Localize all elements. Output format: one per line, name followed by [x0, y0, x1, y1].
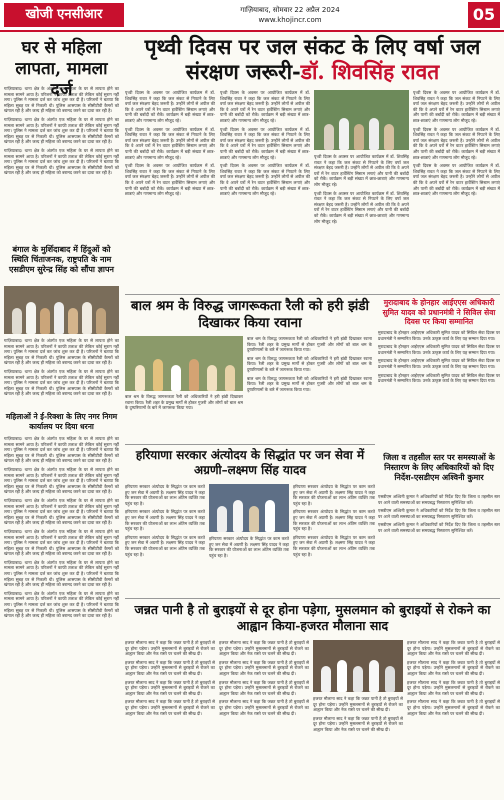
haryana-photo [209, 484, 289, 532]
headline-murad: मुरादाबाद के होनहार आईएएस अधिकारी सुमित यादव को प्रधानमंत्री ने सिविल सेवा दिवस पर किया सम्मानित [382, 298, 496, 326]
story-bengal [4, 338, 119, 408]
lead-text: पृथ्वी दिवस के अवसर पर आयोजित कार्यक्रम में डॉ. शिवसिंह रावत ने कहा कि जल संकट से निपटने के लिए वर्षा जल संरक्षण बेहद जरूरी है। उन्होंने लोगों से अपील की कि वे अपने घरों में रेन वाटर हार्वेस्टिंग सिस्टम लगाएं और पानी की बर्बादी को रोकें। कार्यक्रम में बड़ी संख्या में छात्र-छात्राएं और गणमान्य लोग मौजूद रहे। [314, 154, 409, 187]
haryana-text: हरियाणा सरकार अंत्योदय के सिद्धांत पर काम करते हुए जन सेवा में अग्रणी है। लक्ष्मण सिंह यादव ने कहा कि सरकार की योजनाओं का लाभ अंतिम व्यक्ति तक पहुंच रहा है। [125, 509, 205, 532]
women-text: गाज़ियाबाद। थाना क्षेत्र के अंतर्गत एक महिला के घर से लापता होने का मामला सामने आया है। परिजनों ने काफी तलाश की लेकिन कोई सुराग नहीं लगा। पुलिस ने मामला दर्ज कर जांच शुरू कर दी है। परिजनों ने बताया कि महिला सुबह घर से निकली थी। पुलिस आसपास के सीसीटीवी कैमरों को खंगाल रही है और जल्द ही महिला को बरामद करने का दावा कर रही है। [4, 590, 119, 619]
water-text: हजरत मौलाना साद ने कहा कि जन्नत पानी है तो बुराइयों से दूर होना पड़ेगा। उन्होंने मुसलमानों से बुराइयों से रोकने का आह्वान किया और नेक रास्ते पर चलने की सीख दी। [125, 699, 215, 716]
rally-photo [125, 336, 243, 391]
haryana-text: हरियाणा सरकार अंत्योदय के सिद्धांत पर काम करते हुए जन सेवा में अग्रणी है। लक्ष्मण सिंह यादव ने कहा कि सरकार की योजनाओं का लाभ अंतिम व्यक्ति तक पहुंच रहा है। [293, 534, 375, 557]
lead-headline-part-b: डॉ. शिवसिंह रावत [300, 59, 440, 84]
murad-text: मुरादाबाद के होनहार आईएएस अधिकारी सुमित यादव को सिविल सेवा दिवस पर प्रधानमंत्री ने सम्मानित किया। उनके उत्कृष्ट कार्य के लिए यह सम्मान दिया गया। [378, 330, 500, 341]
water-text: हजरत मौलाना साद ने कहा कि जन्नत पानी है तो बुराइयों से दूर होना पड़ेगा। उन्होंने मुसलमानों से बुराइयों से रोकने का आह्वान किया और नेक रास्ते पर चलने की सीख दी। [219, 659, 309, 676]
water-text: हजरत मौलाना साद ने कहा कि जन्नत पानी है तो बुराइयों से दूर होना पड़ेगा। उन्होंने मुसलमानों से बुराइयों से रोकने का आह्वान किया और नेक रास्ते पर चलने की सीख दी। [125, 640, 215, 657]
bengal-text: गाज़ियाबाद। थाना क्षेत्र के अंतर्गत एक महिला के घर से लापता होने का मामला सामने आया है। परिजनों ने काफी तलाश की लेकिन कोई सुराग नहीं लगा। पुलिस ने मामला दर्ज कर जांच शुरू कर दी है। परिजनों ने बताया कि महिला सुबह घर से निकली थी। पुलिस आसपास के सीसीटीवी कैमरों को खंगाल रही है और जल्द ही महिला को बरामद करने का दावा कर रही है। [4, 338, 119, 366]
lead-text: पृथ्वी दिवस के अवसर पर आयोजित कार्यक्रम में डॉ. शिवसिंह रावत ने कहा कि जल संकट से निपटने के लिए वर्षा जल संरक्षण बेहद जरूरी है। उन्होंने लोगों से अपील की कि वे अपने घरों में रेन वाटर हार्वेस्टिंग सिस्टम लगाएं और पानी की बर्बादी को रोकें। कार्यक्रम में बड़ी संख्या में छात्र-छात्राएं और गणमान्य लोग मौजूद रहे। [220, 163, 310, 197]
bengal-text: गाज़ियाबाद। थाना क्षेत्र के अंतर्गत एक महिला के घर से लापता होने का मामला सामने आया है। परिजनों ने काफी तलाश की लेकिन कोई सुराग नहीं लगा। पुलिस ने मामला दर्ज कर जांच शुरू कर दी है। परिजनों ने बताया कि महिला सुबह घर से निकली थी। पुलिस आसपास के सीसीटीवी कैमरों को खंगाल रही है और जल्द ही महिला को बरामद करने का दावा कर रही है। [4, 368, 119, 397]
story-haryana-3 [293, 484, 375, 594]
water-photo [313, 640, 403, 692]
water-text: हजरत मौलाना साद ने कहा कि जन्नत पानी है तो बुराइयों से दूर होना पड़ेगा। उन्होंने मुसलमानों से बुराइयों से रोकने का आह्वान किया और नेक रास्ते पर चलने की सीख दी। [313, 696, 403, 713]
water-text: हजरत मौलाना साद ने कहा कि जन्नत पानी है तो बुराइयों से दूर होना पड़ेगा। उन्होंने मुसलमानों से बुराइयों से रोकने का आह्वान किया और नेक रास्ते पर चलने की सीख दी। [125, 659, 215, 676]
story-rally-2 [125, 394, 243, 440]
lead-headline-part-a: संरक्षण जरूरी- [185, 59, 301, 84]
headline-water: जन्नत पानी है तो बुराइयों से दूर होना पड़ेगा, मुसलमान को बुराइयों से रोकने का आह्वान किया-हजरत मौलाना साद [134, 602, 491, 633]
headline-bengal: बंगाल के मुर्शिदाबाद में हिंदुओं को स्थिति चिंताजनक, राष्ट्रपति के नाम एसडीएम सुरेन्द्र सिंह को सौंपा ज्ञापन [9, 244, 114, 274]
newspaper-logo: खोजी एनसीआर [4, 3, 124, 27]
date-text: गाज़ियाबाद, सोमवार 22 अप्रैल 2024 [240, 6, 340, 14]
story-text: गाज़ियाबाद। थाना क्षेत्र के अंतर्गत एक महिला के घर से लापता होने का मामला सामने आया है। परिजनों ने काफी तलाश की लेकिन कोई सुराग नहीं लगा। पुलिस ने मामला दर्ज कर जांच शुरू कर दी है। परिजनों ने बताया कि महिला सुबह घर से निकली थी। पुलिस आसपास के सीसीटीवी कैमरों को खंगाल रही है और जल्द ही महिला को बरामद करने का दावा कर रही है। [4, 86, 119, 114]
women-text: गाज़ियाबाद। थाना क्षेत्र के अंतर्गत एक महिला के घर से लापता होने का मामला सामने आया है। परिजनों ने काफी तलाश की लेकिन कोई सुराग नहीं लगा। पुलिस ने मामला दर्ज कर जांच शुरू कर दी है। परिजनों ने बताया कि महिला सुबह घर से निकली थी। पुलिस आसपास के सीसीटीवी कैमरों को खंगाल रही है और जल्द ही महिला को बरामद करने का दावा कर रही है। [4, 466, 119, 495]
women-text: गाज़ियाबाद। थाना क्षेत्र के अंतर्गत एक महिला के घर से लापता होने का मामला सामने आया है। परिजनों ने काफी तलाश की लेकिन कोई सुराग नहीं लगा। पुलिस ने मामला दर्ज कर जांच शुरू कर दी है। परिजनों ने बताया कि महिला सुबह घर से निकली थी। पुलिस आसपास के सीसीटीवी कैमरों को खंगाल रही है और जल्द ही महिला को बरामद करने का दावा कर रही है। [4, 528, 119, 557]
story-rally [247, 336, 372, 440]
date-line [140, 5, 440, 25]
water-text: हजरत मौलाना साद ने कहा कि जन्नत पानी है तो बुराइयों से दूर होना पड़ेगा। उन्होंने मुसलमानों से बुराइयों से रोकने का आह्वान किया और नेक रास्ते पर चलने की सीख दी। [219, 640, 309, 657]
district-text: एसडीएम अश्विनी कुमार ने अधिकारियों को निर्देश दिए कि जिला व तहसील स्तर पर आने वाली समस्याओं का समयबद्ध निस्तारण सुनिश्चित करें। [378, 508, 500, 519]
water-text: हजरत मौलाना साद ने कहा कि जन्नत पानी है तो बुराइयों से दूर होना पड़ेगा। उन्होंने मुसलमानों से बुराइयों से रोकने का आह्वान किया और नेक रास्ते पर चलने की सीख दी। [219, 699, 309, 716]
headline-haryana: हरियाणा सरकार अंत्योदय के सिद्धांत पर जन सेवा में अग्रणी–लक्ष्मण सिंह यादव [135, 448, 365, 477]
water-text: हजरत मौलाना साद ने कहा कि जन्नत पानी है तो बुराइयों से दूर होना पड़ेगा। उन्होंने मुसलमानों से बुराइयों से रोकने का आह्वान किया और नेक रास्ते पर चलने की सीख दी। [407, 640, 500, 657]
water-text: हजरत मौलाना साद ने कहा कि जन्नत पानी है तो बुराइयों से दूर होना पड़ेगा। उन्होंने मुसलमानों से बुराइयों से रोकने का आह्वान किया और नेक रास्ते पर चलने की सीख दी। [219, 679, 309, 696]
lead-story-col-1 [125, 90, 215, 290]
story-text-repeat: गाज़ियाबाद। थाना क्षेत्र के अंतर्गत एक महिला के घर से लापता होने का मामला सामने आया है। परिजनों ने काफी तलाश की लेकिन कोई सुराग नहीं लगा। पुलिस ने मामला दर्ज कर जांच शुरू कर दी है। परिजनों ने बताया कि महिला सुबह घर से निकली थी। पुलिस आसपास के सीसीटीवी कैमरों को खंगाल रही है और जल्द ही महिला को बरामद करने का दावा कर रही है। [4, 116, 119, 145]
rally-text: बाल श्रम के विरुद्ध जागरूकता रैली को अधिकारियों ने हरी झंडी दिखाकर रवाना किया। रैली शहर के प्रमुख मार्गों से होकर गुजरी और लोगों को बाल श्रम के दुष्परिणामों के बारे में जागरूक किया गया। [247, 355, 372, 372]
haryana-text: हरियाणा सरकार अंत्योदय के सिद्धांत पर काम करते हुए जन सेवा में अग्रणी है। लक्ष्मण सिंह यादव ने कहा कि सरकार की योजनाओं का लाभ अंतिम व्यक्ति तक पहुंच रहा है। [209, 536, 289, 558]
story-haryana-1 [125, 484, 205, 594]
story-water-4 [407, 640, 500, 790]
story-water-3 [313, 696, 403, 790]
masthead [0, 0, 504, 30]
lead-text: पृथ्वी दिवस के अवसर पर आयोजित कार्यक्रम में डॉ. शिवसिंह रावत ने कहा कि जल संकट से निपटने के लिए वर्षा जल संरक्षण बेहद जरूरी है। उन्होंने लोगों से अपील की कि वे अपने घरों में रेन वाटर हार्वेस्टिंग सिस्टम लगाएं और पानी की बर्बादी को रोकें। कार्यक्रम में बड़ी संख्या में छात्र-छात्राएं और गणमान्य लोग मौजूद रहे। [220, 126, 310, 160]
water-text: हजरत मौलाना साद ने कहा कि जन्नत पानी है तो बुराइयों से दूर होना पड़ेगा। उन्होंने मुसलमानों से बुराइयों से रोकने का आह्वान किया और नेक रास्ते पर चलने की सीख दी। [407, 679, 500, 696]
lead-text: पृथ्वी दिवस के अवसर पर आयोजित कार्यक्रम में डॉ. शिवसिंह रावत ने कहा कि जल संकट से निपटने के लिए वर्षा जल संरक्षण बेहद जरूरी है। उन्होंने लोगों से अपील की कि वे अपने घरों में रेन वाटर हार्वेस्टिंग सिस्टम लगाएं और पानी की बर्बादी को रोकें। कार्यक्रम में बड़ी संख्या में छात्र-छात्राएं और गणमान्य लोग मौजूद रहे। [413, 126, 500, 160]
story-missing-woman [4, 86, 119, 236]
lead-text: पृथ्वी दिवस के अवसर पर आयोजित कार्यक्रम में डॉ. शिवसिंह रावत ने कहा कि जल संकट से निपटने के लिए वर्षा जल संरक्षण बेहद जरूरी है। उन्होंने लोगों से अपील की कि वे अपने घरों में रेन वाटर हार्वेस्टिंग सिस्टम लगाएं और पानी की बर्बादी को रोकें। कार्यक्रम में बड़ी संख्या में छात्र-छात्राएं और गणमान्य लोग मौजूद रहे। [413, 163, 500, 197]
rally-text: बाल श्रम के विरुद्ध जागरूकता रैली को अधिकारियों ने हरी झंडी दिखाकर रवाना किया। रैली शहर के प्रमुख मार्गों से होकर गुजरी और लोगों को बाल श्रम के दुष्परिणामों के बारे में जागरूक किया गया। [125, 394, 243, 411]
murad-text: मुरादाबाद के होनहार आईएएस अधिकारी सुमित यादव को सिविल सेवा दिवस पर प्रधानमंत्री ने सम्मानित किया। उनके उत्कृष्ट कार्य के लिए यह सम्मान दिया गया। [378, 372, 500, 384]
lead-story-col-2 [220, 90, 310, 290]
women-text: गाज़ियाबाद। थाना क्षेत्र के अंतर्गत एक महिला के घर से लापता होने का मामला सामने आया है। परिजनों ने काफी तलाश की लेकिन कोई सुराग नहीं लगा। पुलिस ने मामला दर्ज कर जांच शुरू कर दी है। परिजनों ने बताया कि महिला सुबह घर से निकली थी। पुलिस आसपास के सीसीटीवी कैमरों को खंगाल रही है और जल्द ही महिला को बरामद करने का दावा कर रही है। [4, 497, 119, 526]
lead-headline-line1: पृथ्वी दिवस पर जल संकट के लिए वर्षा जल [144, 34, 481, 59]
district-text: एसडीएम अश्विनी कुमार ने अधिकारियों को निर्देश दिए कि जिला व तहसील स्तर पर आने वाली समस्याओं का समयबद्ध निस्तारण सुनिश्चित करें। [378, 522, 500, 533]
lead-text: पृथ्वी दिवस के अवसर पर आयोजित कार्यक्रम में डॉ. शिवसिंह रावत ने कहा कि जल संकट से निपटने के लिए वर्षा जल संरक्षण बेहद जरूरी है। उन्होंने लोगों से अपील की कि वे अपने घरों में रेन वाटर हार्वेस्टिंग सिस्टम लगाएं और पानी की बर्बादी को रोकें। कार्यक्रम में बड़ी संख्या में छात्र-छात्राएं और गणमान्य लोग मौजूद रहे। [125, 90, 215, 123]
story-text-repeat: गाज़ियाबाद। थाना क्षेत्र के अंतर्गत एक महिला के घर से लापता होने का मामला सामने आया है। परिजनों ने काफी तलाश की लेकिन कोई सुराग नहीं लगा। पुलिस ने मामला दर्ज कर जांच शुरू कर दी है। परिजनों ने बताया कि महिला सुबह घर से निकली थी। पुलिस आसपास के सीसीटीवी कैमरों को खंगाल रही है और जल्द ही महिला को बरामद करने का दावा कर रही है। [4, 147, 119, 176]
women-text: गाज़ियाबाद। थाना क्षेत्र के अंतर्गत एक महिला के घर से लापता होने का मामला सामने आया है। परिजनों ने काफी तलाश की लेकिन कोई सुराग नहीं लगा। पुलिस ने मामला दर्ज कर जांच शुरू कर दी है। परिजनों ने बताया कि महिला सुबह घर से निकली थी। पुलिस आसपास के सीसीटीवी कैमरों को खंगाल रही है और जल्द ही महिला को बरामद करने का दावा कर रही है। [4, 436, 119, 464]
story-haryana-2 [209, 536, 289, 594]
website-text: www.khojincr.com [258, 16, 322, 24]
lead-text: पृथ्वी दिवस के अवसर पर आयोजित कार्यक्रम में डॉ. शिवसिंह रावत ने कहा कि जल संकट से निपटने के लिए वर्षा जल संरक्षण बेहद जरूरी है। उन्होंने लोगों से अपील की कि वे अपने घरों में रेन वाटर हार्वेस्टिंग सिस्टम लगाएं और पानी की बर्बादी को रोकें। कार्यक्रम में बड़ी संख्या में छात्र-छात्राएं और गणमान्य लोग मौजूद रहे। [125, 163, 215, 197]
lead-headline-line2 [125, 59, 500, 84]
lead-headline [125, 34, 500, 84]
story-water-1 [125, 640, 215, 790]
murad-text: मुरादाबाद के होनहार आईएएस अधिकारी सुमित यादव को सिविल सेवा दिवस पर प्रधानमंत्री ने सम्मानित किया। उनके उत्कृष्ट कार्य के लिए यह सम्मान दिया गया। [378, 358, 500, 369]
bengal-photo [4, 286, 119, 334]
water-text: हजरत मौलाना साद ने कहा कि जन्नत पानी है तो बुराइयों से दूर होना पड़ेगा। उन्होंने मुसलमानों से बुराइयों से रोकने का आह्वान किया और नेक रास्ते पर चलने की सीख दी। [313, 715, 403, 732]
murad-text: मुरादाबाद के होनहार आईएएस अधिकारी सुमित यादव को सिविल सेवा दिवस पर प्रधानमंत्री ने सम्मानित किया। उनके उत्कृष्ट कार्य के लिए यह सम्मान दिया गया। [378, 344, 500, 355]
headline-women: महिलाओं ने ई-रिक्शा के लिए नगर निगम कार्यालय पर दिया धरना [5, 412, 118, 431]
headline-missing-woman: घर से महिला लापता, मामला दर्ज [15, 38, 108, 100]
story-women [4, 436, 119, 766]
haryana-text: हरियाणा सरकार अंत्योदय के सिद्धांत पर काम करते हुए जन सेवा में अग्रणी है। लक्ष्मण सिंह यादव ने कहा कि सरकार की योजनाओं का लाभ अंतिम व्यक्ति तक पहुंच रहा है। [293, 484, 375, 506]
rally-text: बाल श्रम के विरुद्ध जागरूकता रैली को अधिकारियों ने हरी झंडी दिखाकर रवाना किया। रैली शहर के प्रमुख मार्गों से होकर गुजरी और लोगों को बाल श्रम के दुष्परिणामों के बारे में जागरूक किया गया। [247, 375, 372, 392]
story-murad [378, 330, 500, 448]
rally-text: बाल श्रम के विरुद्ध जागरूकता रैली को अधिकारियों ने हरी झंडी दिखाकर रवाना किया। रैली शहर के प्रमुख मार्गों से होकर गुजरी और लोगों को बाल श्रम के दुष्परिणामों के बारे में जागरूक किया गया। [247, 336, 372, 353]
lead-story-col-3 [314, 154, 409, 290]
lead-photo [314, 90, 409, 150]
lead-text: पृथ्वी दिवस के अवसर पर आयोजित कार्यक्रम में डॉ. शिवसिंह रावत ने कहा कि जल संकट से निपटने के लिए वर्षा जल संरक्षण बेहद जरूरी है। उन्होंने लोगों से अपील की कि वे अपने घरों में रेन वाटर हार्वेस्टिंग सिस्टम लगाएं और पानी की बर्बादी को रोकें। कार्यक्रम में बड़ी संख्या में छात्र-छात्राएं और गणमान्य लोग मौजूद रहे। [220, 90, 310, 123]
haryana-text: हरियाणा सरकार अंत्योदय के सिद्धांत पर काम करते हुए जन सेवा में अग्रणी है। लक्ष्मण सिंह यादव ने कहा कि सरकार की योजनाओं का लाभ अंतिम व्यक्ति तक पहुंच रहा है। [293, 509, 375, 532]
story-water-2 [219, 640, 309, 790]
headline-rally: बाल श्रम के विरुद्ध जागरूकता रैली को हरी झंडी दिखाकर किया रवाना [130, 298, 370, 331]
lead-text: पृथ्वी दिवस के अवसर पर आयोजित कार्यक्रम में डॉ. शिवसिंह रावत ने कहा कि जल संकट से निपटने के लिए वर्षा जल संरक्षण बेहद जरूरी है। उन्होंने लोगों से अपील की कि वे अपने घरों में रेन वाटर हार्वेस्टिंग सिस्टम लगाएं और पानी की बर्बादी को रोकें। कार्यक्रम में बड़ी संख्या में छात्र-छात्राएं और गणमान्य लोग मौजूद रहे। [125, 126, 215, 160]
headline-district: जिला व तहसील स्तर पर समस्याओं के निस्तारण के लिए अधिकारियों को दिए निर्देश-एसडीएम अश्विनी कुमार [383, 452, 495, 482]
haryana-text: हरियाणा सरकार अंत्योदय के सिद्धांत पर काम करते हुए जन सेवा में अग्रणी है। लक्ष्मण सिंह यादव ने कहा कि सरकार की योजनाओं का लाभ अंतिम व्यक्ति तक पहुंच रहा है। [125, 534, 205, 557]
lead-text: पृथ्वी दिवस के अवसर पर आयोजित कार्यक्रम में डॉ. शिवसिंह रावत ने कहा कि जल संकट से निपटने के लिए वर्षा जल संरक्षण बेहद जरूरी है। उन्होंने लोगों से अपील की कि वे अपने घरों में रेन वाटर हार्वेस्टिंग सिस्टम लगाएं और पानी की बर्बादी को रोकें। कार्यक्रम में बड़ी संख्या में छात्र-छात्राएं और गणमान्य लोग मौजूद रहे। [413, 90, 500, 123]
lead-story-col-4 [413, 90, 500, 290]
story-district [378, 494, 500, 594]
lead-text: पृथ्वी दिवस के अवसर पर आयोजित कार्यक्रम में डॉ. शिवसिंह रावत ने कहा कि जल संकट से निपटने के लिए वर्षा जल संरक्षण बेहद जरूरी है। उन्होंने लोगों से अपील की कि वे अपने घरों में रेन वाटर हार्वेस्टिंग सिस्टम लगाएं और पानी की बर्बादी को रोकें। कार्यक्रम में बड़ी संख्या में छात्र-छात्राएं और गणमान्य लोग मौजूद रहे। [314, 190, 409, 224]
women-text: गाज़ियाबाद। थाना क्षेत्र के अंतर्गत एक महिला के घर से लापता होने का मामला सामने आया है। परिजनों ने काफी तलाश की लेकिन कोई सुराग नहीं लगा। पुलिस ने मामला दर्ज कर जांच शुरू कर दी है। परिजनों ने बताया कि महिला सुबह घर से निकली थी। पुलिस आसपास के सीसीटीवी कैमरों को खंगाल रही है और जल्द ही महिला को बरामद करने का दावा कर रही है। [4, 559, 119, 588]
masthead-rule [0, 30, 504, 32]
haryana-text: हरियाणा सरकार अंत्योदय के सिद्धांत पर काम करते हुए जन सेवा में अग्रणी है। लक्ष्मण सिंह यादव ने कहा कि सरकार की योजनाओं का लाभ अंतिम व्यक्ति तक पहुंच रहा है। [125, 484, 205, 506]
page-number: 05 [468, 2, 500, 28]
water-text: हजरत मौलाना साद ने कहा कि जन्नत पानी है तो बुराइयों से दूर होना पड़ेगा। उन्होंने मुसलमानों से बुराइयों से रोकने का आह्वान किया और नेक रास्ते पर चलने की सीख दी। [407, 699, 500, 716]
district-text: एसडीएम अश्विनी कुमार ने अधिकारियों को निर्देश दिए कि जिला व तहसील स्तर पर आने वाली समस्याओं का समयबद्ध निस्तारण सुनिश्चित करें। [378, 494, 500, 505]
water-text: हजरत मौलाना साद ने कहा कि जन्नत पानी है तो बुराइयों से दूर होना पड़ेगा। उन्होंने मुसलमानों से बुराइयों से रोकने का आह्वान किया और नेक रास्ते पर चलने की सीख दी। [125, 679, 215, 696]
water-text: हजरत मौलाना साद ने कहा कि जन्नत पानी है तो बुराइयों से दूर होना पड़ेगा। उन्होंने मुसलमानों से बुराइयों से रोकने का आह्वान किया और नेक रास्ते पर चलने की सीख दी। [407, 659, 500, 676]
